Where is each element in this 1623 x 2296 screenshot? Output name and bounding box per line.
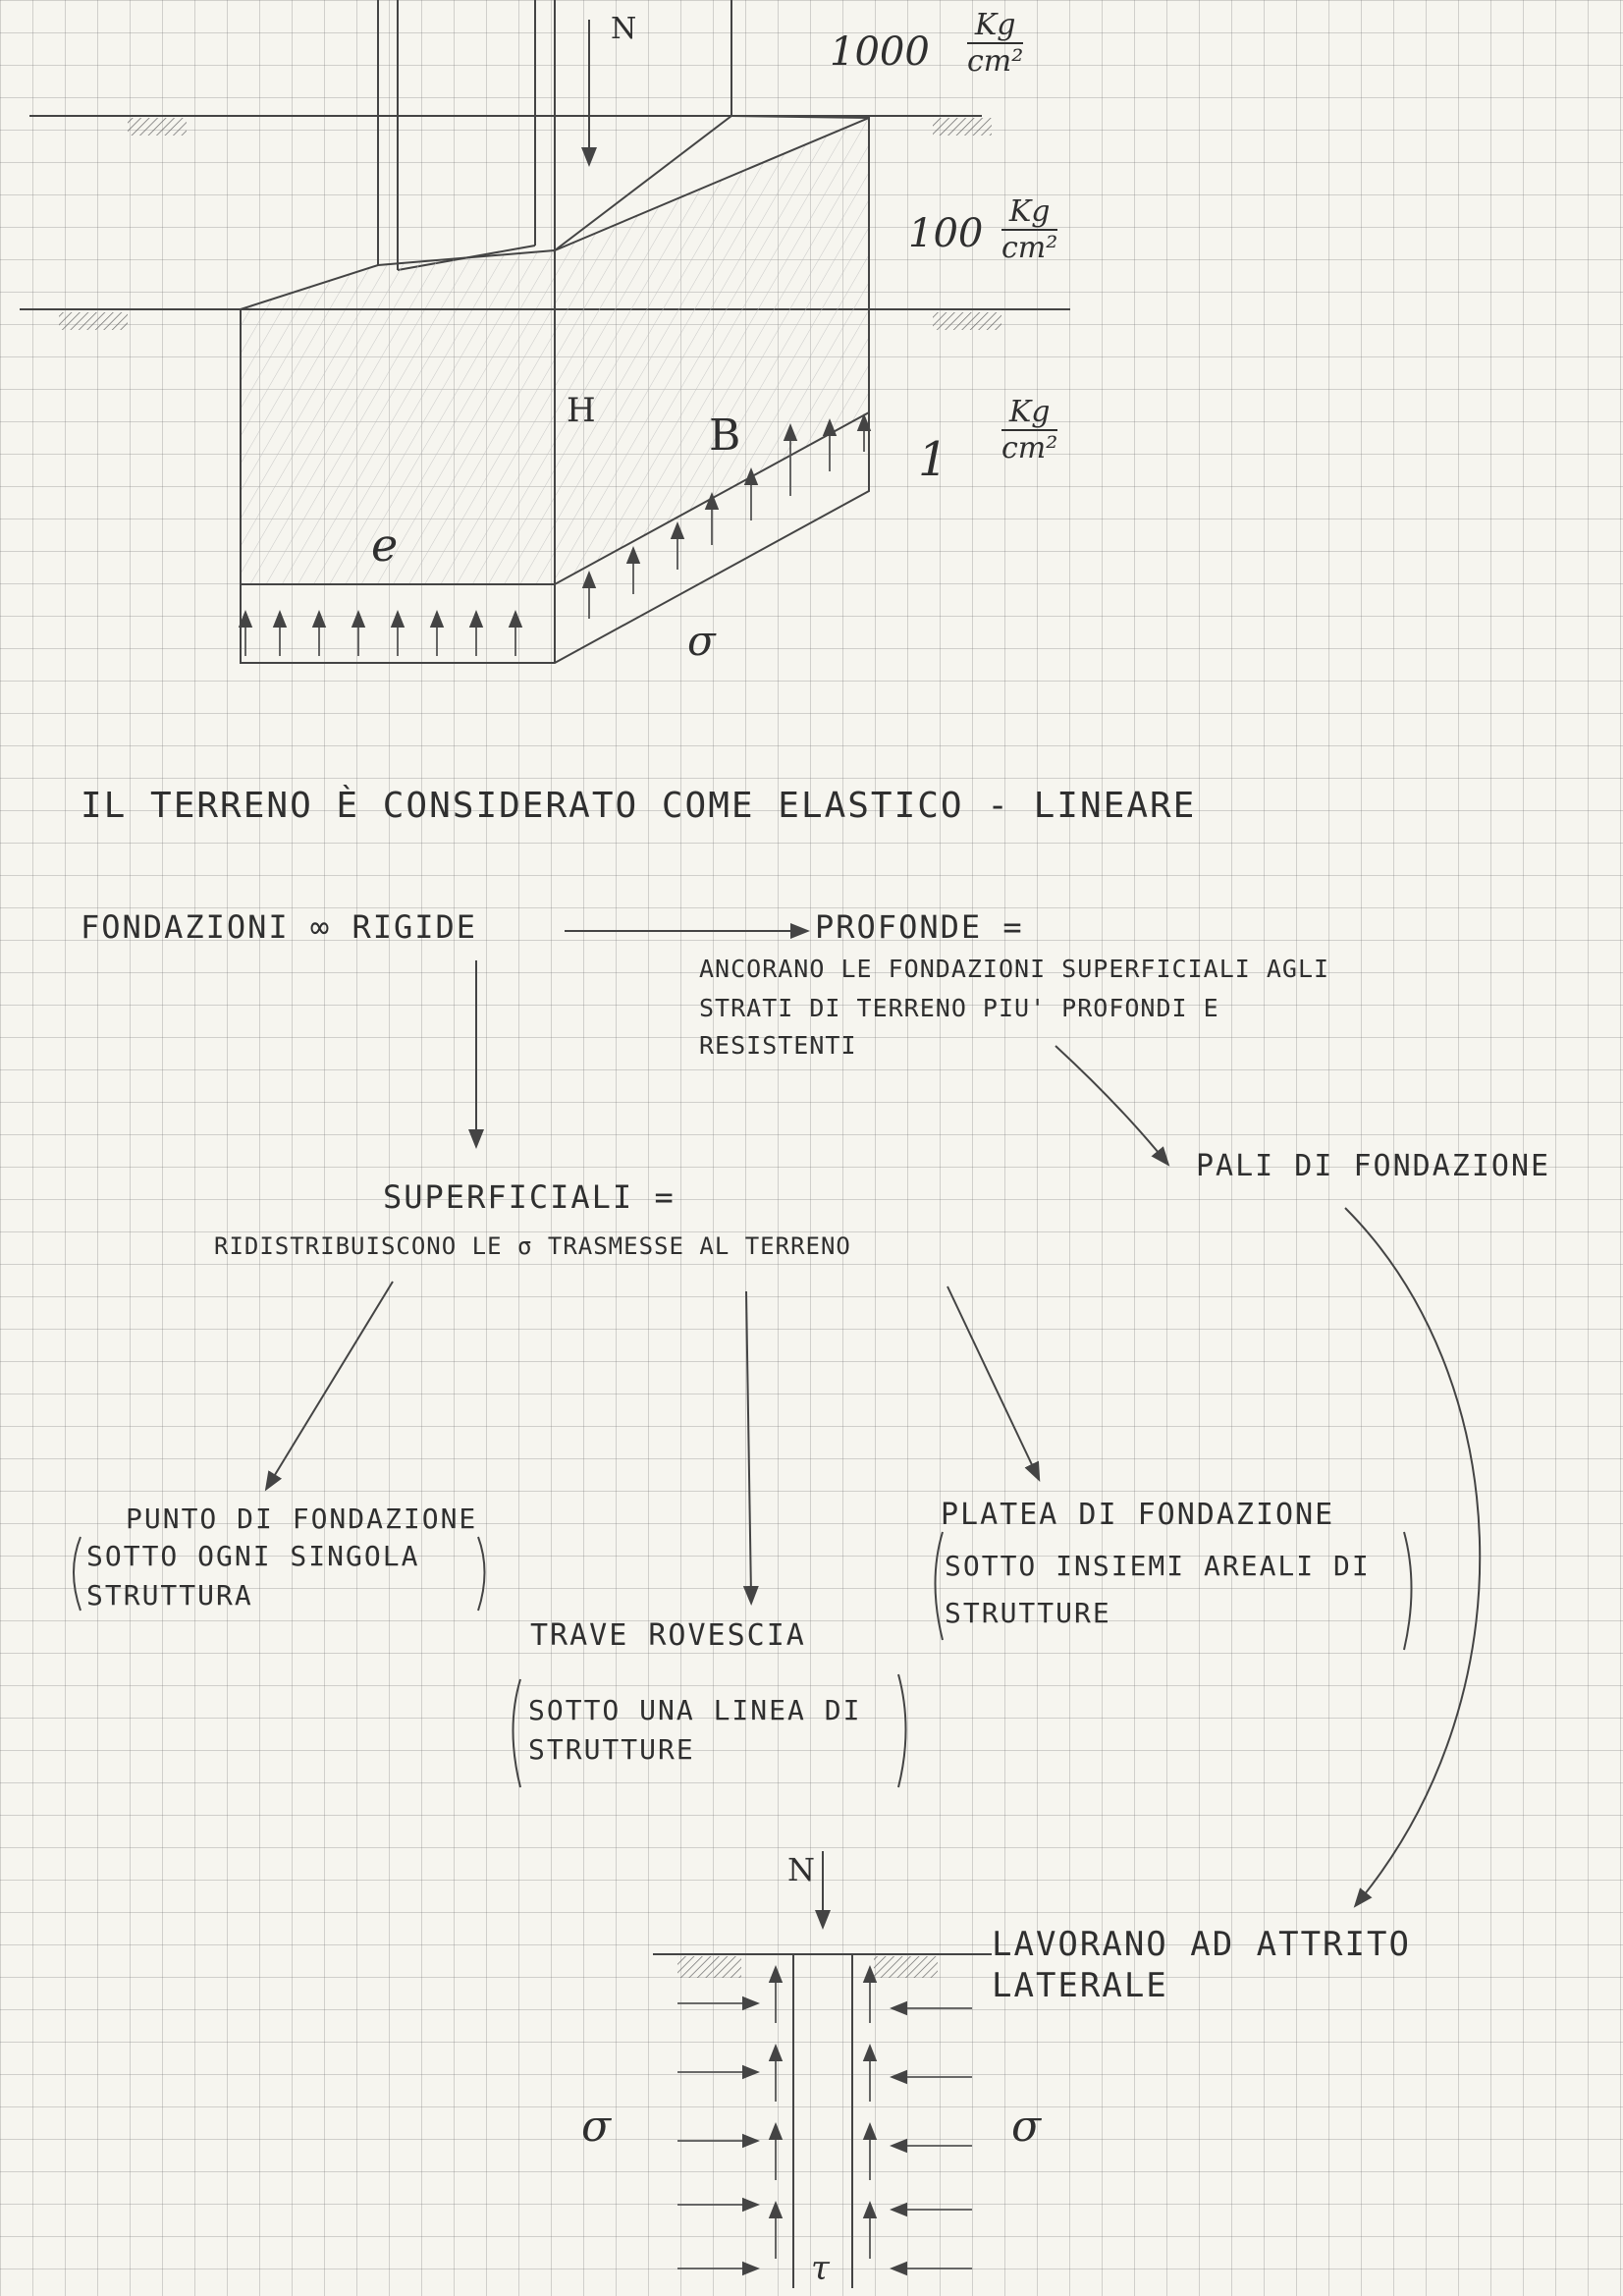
unit-denominator: cm² [1001,231,1058,265]
deep-foundations-desc: RESISTENTI [699,1031,857,1060]
raft-foundation-desc: SOTTO INSIEMI AREALI DI [945,1550,1371,1582]
stress-level-value: 100 [908,211,984,256]
sigma-label: σ [687,617,716,665]
dimension-l-label: e [371,519,399,572]
unit-numerator: Kg [1001,395,1057,431]
dimension-h-label: H [567,391,596,430]
point-foundation-desc: STRUTTURA [86,1579,253,1612]
pile-lateral-stress-arrows [677,2003,972,2269]
pile-load-label: N [787,1851,815,1888]
soil-hatch [874,1956,938,1978]
bracket-right [1404,1532,1412,1650]
dimension-b-label: B [709,410,741,461]
unit-numerator: Kg [967,8,1023,44]
bracket-right [898,1674,906,1787]
soil-hatch [933,312,1001,330]
stress-level-unit [1001,395,1057,465]
foundations-root-label: FONDAZIONI ∞ RIGIDE [81,908,478,946]
soil-hatch [677,1956,741,1978]
arrow-shallow-to-raft [947,1286,1036,1473]
unit-denominator: cm² [1001,431,1058,465]
inverted-beam-title: TRAVE ROVESCIA [530,1618,806,1653]
bracket-left [514,1679,521,1787]
unit-denominator: cm² [967,44,1024,79]
bracket-left [936,1532,944,1640]
raft-foundation-title: PLATEA DI FONDAZIONE [941,1498,1335,1532]
soil-hatch [59,312,128,330]
arrow-deep-to-piles [1055,1046,1163,1159]
friction-label: LATERALE [992,1966,1168,2005]
deep-foundations-desc: ANCORANO LE FONDAZIONI SUPERFICIALI AGLI [699,955,1330,983]
deep-foundations-desc: STRATI DI TERRENO PIU' PROFONDI E [699,994,1219,1022]
stress-level-value: 1000 [830,29,930,75]
piles-label: PALI DI FONDAZIONE [1196,1149,1551,1183]
friction-label: LAVORANO AD ATTRITO [992,1925,1411,1964]
pile [793,1954,852,2288]
stress-level-unit [1001,194,1057,265]
raft-foundation-desc: STRUTTURE [945,1597,1111,1629]
pile-friction-arrows [776,1974,870,2259]
soil-hatch [933,118,992,136]
deep-foundations-title: PROFONDE = [815,908,1024,946]
point-foundation-title: PUNTO DI FONDAZIONE [126,1503,478,1535]
unit-numerator: Kg [1001,194,1057,231]
inverted-beam-desc: STRUTTURE [528,1733,695,1766]
statement-text: IL TERRENO È CONSIDERATO COME ELASTICO - LINEARE [81,786,1197,826]
sigma-right-label: σ [1011,2102,1042,2152]
load-label: N [611,12,637,46]
inverted-beam-desc: SOTTO UNA LINEA DI [528,1694,862,1726]
tau-label: τ [811,2249,830,2288]
shallow-foundations-title: SUPERFICIALI = [383,1178,676,1216]
arrow-shallow-to-beam [746,1291,751,1596]
stress-level-value: 1 [918,432,948,487]
bracket-right [478,1537,485,1611]
soil-hatch [128,118,187,136]
point-foundation-desc: SOTTO OGNI SINGOLA [86,1540,420,1572]
arrow-shallow-to-point [270,1282,393,1483]
bracket-left [74,1537,81,1611]
shallow-foundations-desc: RIDISTRIBUISCONO LE σ TRASMESSE AL TERRENO [214,1232,851,1260]
sigma-left-label: σ [581,2102,612,2152]
stress-level-unit [967,8,1023,79]
